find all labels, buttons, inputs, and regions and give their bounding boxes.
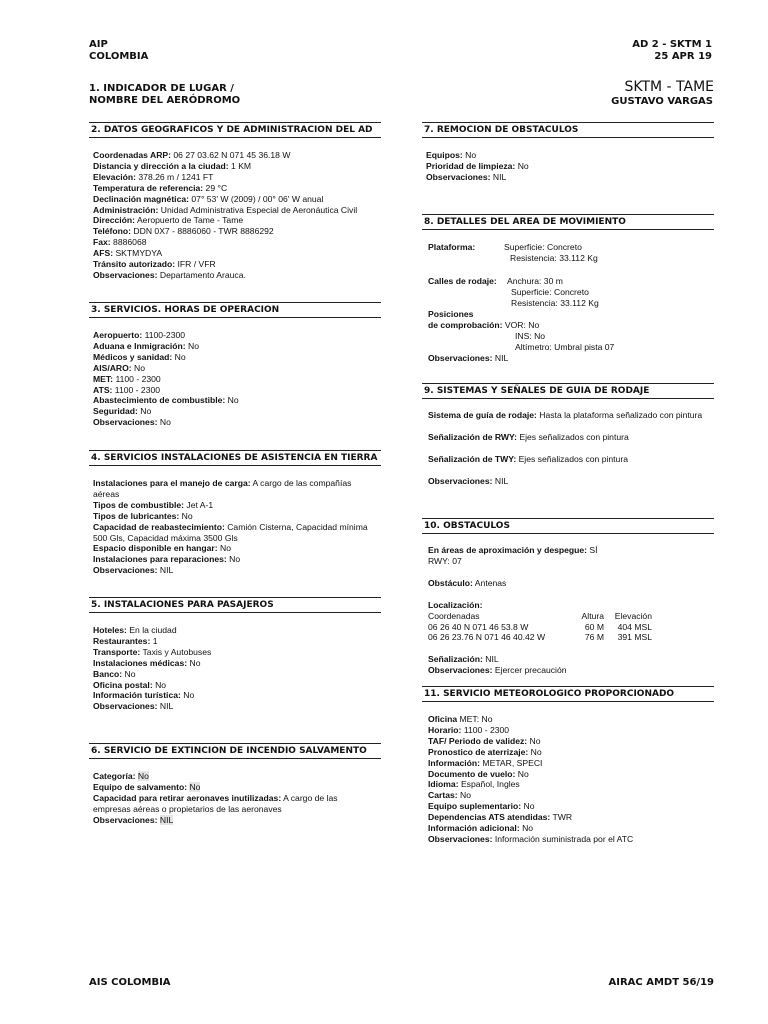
- line: [428, 758, 714, 769]
- table-header-row: [428, 611, 714, 622]
- label: Obstáculo:: [428, 577, 473, 588]
- value: 8886068: [110, 237, 147, 248]
- value: TWR: [550, 812, 573, 823]
- label: Observaciones:: [93, 701, 158, 712]
- value: No: [137, 406, 152, 417]
- label: Equipos:: [426, 150, 463, 160]
- obstacles-table: [428, 611, 714, 644]
- value: A cargo de las compañías aéreas: [93, 478, 352, 499]
- section-2: [89, 122, 381, 281]
- label: Observaciones:: [428, 833, 493, 844]
- label: Tipos de lubricantes:: [93, 510, 180, 521]
- value: No: [172, 351, 186, 362]
- label: Dependencias ATS atendidas:: [428, 812, 551, 823]
- label: Observaciones:: [93, 269, 158, 280]
- country-label: COLOMBIA: [89, 51, 149, 62]
- line: [428, 725, 714, 736]
- label: Aeropuerto:: [93, 330, 143, 340]
- line: [93, 248, 381, 259]
- altimetro-value: Altímetro: Umbral pista 07: [515, 342, 615, 352]
- aerodrome-name: GUSTAVO VARGAS: [611, 96, 713, 107]
- vor-value: VOR: No: [502, 320, 540, 330]
- value: 07° 53' W (2009) / 00° 06' W anual: [189, 193, 324, 204]
- label: Restaurantes:: [93, 635, 151, 646]
- value: No: [180, 690, 195, 701]
- label: AIS/ARO:: [93, 362, 132, 373]
- value: NIL: [157, 701, 174, 712]
- line: [93, 226, 381, 237]
- calles-surface: Superficie: Concreto: [511, 287, 589, 297]
- indicator-title-line1: 1. INDICADOR DE LUGAR /: [89, 83, 234, 94]
- line: [428, 410, 714, 421]
- label: Hoteles:: [93, 625, 127, 635]
- label: Declinación magnética:: [93, 193, 189, 204]
- section-11-title: 11. SERVICIO METEOROLOGICO PROPORCIONADO: [422, 686, 714, 702]
- section-7-title: 7. REMOCION DE OBSTACULOS: [422, 122, 714, 138]
- label: Equipo de salvamento:: [93, 781, 188, 792]
- value: No: [185, 340, 200, 351]
- section-11: [422, 686, 714, 845]
- line: [93, 782, 375, 793]
- aerodrome-code: SKTM - TAME: [624, 79, 714, 95]
- line: [428, 823, 714, 834]
- value: MET: No: [457, 714, 493, 724]
- line: [93, 259, 381, 270]
- value: Departamento Arauca.: [157, 269, 246, 280]
- label: Teléfono:: [93, 226, 132, 237]
- value: Ejercer precaución: [492, 665, 567, 676]
- page-date: 25 APR 19: [654, 51, 712, 62]
- value: No: [521, 801, 535, 812]
- line: [428, 801, 714, 812]
- label: Seguridad:: [93, 406, 138, 417]
- section-8-title: 8. DETALLES DEL AREA DE MOVIMIENTO: [422, 214, 714, 230]
- label: Pronostico de aterrizaje:: [428, 746, 529, 757]
- value: 1100-2300: [142, 330, 186, 340]
- label: Oficina: [428, 714, 458, 724]
- line: [428, 654, 714, 665]
- value: No: [515, 768, 529, 779]
- label: Categoría:: [93, 771, 136, 781]
- value: IFR / VFR: [175, 259, 216, 270]
- label: Señalización de RWY:: [428, 431, 517, 442]
- line: [93, 554, 375, 565]
- line: [428, 476, 714, 487]
- section-5-body: [89, 613, 381, 712]
- line: [428, 432, 714, 443]
- value: NIL: [482, 654, 499, 665]
- table-cell: 391 MSL: [617, 632, 652, 643]
- value: No: [152, 679, 167, 690]
- line: [93, 205, 381, 216]
- line: [428, 353, 508, 364]
- label: Observaciones:: [428, 665, 493, 676]
- line: [93, 522, 375, 544]
- line: [93, 352, 381, 363]
- header-right: [520, 39, 712, 63]
- section-8-body: [422, 230, 714, 370]
- value: No: [189, 781, 201, 792]
- value: Información suministrada por el ATC: [492, 833, 634, 844]
- label: Instalaciones para el manejo de carga:: [93, 478, 251, 488]
- table-cell: 60 M: [584, 621, 604, 632]
- line: [93, 161, 381, 172]
- line: [93, 395, 381, 406]
- value: No: [187, 657, 201, 668]
- section-10: [422, 518, 714, 676]
- line: [93, 658, 381, 669]
- spacer: [428, 465, 714, 476]
- line: [93, 511, 375, 522]
- line: [93, 172, 381, 183]
- section-10-title: 10. OBSTACULOS: [422, 518, 714, 534]
- value: Camión Cisterna, Capacidad mínima 500 Gls, Capacidad máxima 3500 Gls: [93, 521, 368, 543]
- section-5-title: 5. INSTALACIONES PARA PASAJEROS: [89, 597, 381, 613]
- line: [428, 736, 714, 747]
- line: [93, 194, 381, 205]
- value: No: [519, 823, 534, 834]
- section-9: [422, 383, 714, 487]
- posiciones-label-2: de comprobación:: [428, 320, 503, 330]
- col-header: Coordenadas: [428, 610, 480, 621]
- indicator-title: [89, 83, 240, 107]
- label: En áreas de aproximación y despegue:: [428, 545, 588, 555]
- label: Capacidad para retirar aeronaves inutilizadas:: [93, 792, 282, 803]
- section-9-title: 9. SISTEMAS Y SEÑALES DE GUIA DE RODAJE: [422, 383, 714, 399]
- section-8: [422, 214, 714, 370]
- section-2-body: [89, 138, 381, 281]
- label: Observaciones:: [428, 475, 493, 486]
- value: No: [462, 150, 477, 160]
- value: NIL: [159, 814, 174, 825]
- label: TAF/ Periodo de validez:: [428, 735, 528, 746]
- line: [428, 454, 714, 465]
- line: [428, 812, 714, 823]
- label: Sistema de guía de rodaje:: [428, 410, 537, 420]
- line: [93, 701, 381, 712]
- line: [93, 183, 381, 194]
- line: [93, 771, 375, 782]
- label: ATS:: [93, 384, 113, 395]
- value: NIL: [492, 353, 509, 363]
- line: [93, 330, 381, 341]
- line: [428, 834, 714, 845]
- label: Médicos y sanidad:: [93, 351, 173, 362]
- rwy-line: RWY: 07: [428, 555, 462, 566]
- label: Tipos de combustible:: [93, 499, 185, 510]
- value: No: [225, 395, 239, 406]
- table-row: [428, 622, 714, 633]
- line: [93, 341, 381, 352]
- line: [93, 793, 375, 815]
- label: Coordenadas ARP:: [93, 150, 171, 160]
- value: 06 27 03.62 N 071 45 36.18 W: [171, 150, 291, 160]
- label: Información:: [428, 757, 481, 768]
- table-cell: 404 MSL: [617, 621, 652, 632]
- line: [93, 647, 381, 658]
- line: [93, 815, 375, 826]
- label: Fax:: [93, 237, 111, 248]
- line: [93, 374, 381, 385]
- line: [426, 172, 714, 183]
- line: [93, 543, 375, 554]
- line: [426, 161, 714, 172]
- line: [93, 385, 381, 396]
- label: MET:: [93, 373, 114, 384]
- spacer: [428, 643, 714, 654]
- label: Información adicional:: [428, 823, 520, 834]
- col-header: Altura: [581, 610, 604, 621]
- value: DDN 0X7 - 8886060 - TWR 8886292: [131, 226, 274, 237]
- label: Transporte:: [93, 646, 141, 657]
- label: Elevación:: [93, 171, 136, 182]
- label: Observaciones:: [93, 417, 158, 428]
- table-cell: 06 26 23.76 N 071 46 40.42 W: [428, 632, 546, 643]
- section-5: [89, 597, 381, 712]
- col-header: Elevación: [614, 610, 652, 621]
- value: Ejes señalizados con pintura: [516, 453, 628, 464]
- line: [93, 625, 381, 636]
- label: Observaciones:: [428, 353, 493, 363]
- table-cell: 06 26 40 N 071 46 53.8 W: [428, 621, 529, 632]
- section-7: [422, 122, 714, 183]
- label: Documento de vuelo:: [428, 768, 516, 779]
- value: 1100 - 2300: [112, 384, 161, 395]
- line: [93, 406, 381, 417]
- value: 1: [150, 635, 158, 646]
- line: [428, 769, 714, 780]
- spacer: [428, 443, 714, 454]
- line: [93, 150, 381, 161]
- label: Dirección:: [93, 215, 136, 226]
- line: [428, 714, 714, 725]
- section-9-body: [422, 399, 714, 487]
- line: [93, 690, 381, 701]
- plataforma-resistance: Resistencia: 33.112 Kg: [510, 253, 598, 263]
- value: NIL: [492, 475, 509, 486]
- page-ref: AD 2 - SKTM 1: [632, 39, 712, 50]
- label: Señalización:: [428, 654, 483, 665]
- value: SKTMYDYA: [113, 248, 163, 259]
- label: Observaciones:: [93, 565, 158, 576]
- value: No: [217, 543, 232, 554]
- value: No: [527, 735, 541, 746]
- line: [93, 270, 381, 281]
- value: No: [131, 362, 146, 373]
- section-3: [89, 302, 381, 428]
- label: Equipo suplementario:: [428, 801, 522, 812]
- value: Aeropuerto de Tame - Tame: [135, 215, 244, 226]
- label: Cartas:: [428, 790, 458, 801]
- section-6-title: 6. SERVICIO DE EXTINCION DE INCENDIO SALVAMENTO: [89, 743, 381, 759]
- calles-width: Anchura: 30 m: [507, 276, 563, 286]
- value: No: [528, 746, 542, 757]
- value: NIL: [490, 171, 507, 182]
- line: [93, 565, 375, 576]
- line: [428, 747, 714, 758]
- label: Capacidad de reabastecimiento:: [93, 521, 225, 532]
- value: Unidad Administrativa Especial de Aeronáutica Civil: [158, 204, 358, 215]
- section-4-title: 4. SERVICIOS INSTALACIONES DE ASISTENCIA EN TIERRA: [89, 450, 381, 466]
- value: Español, Ingles: [458, 779, 520, 790]
- section-10-body: [422, 534, 714, 676]
- value: Taxis y Autobuses: [140, 646, 212, 657]
- label: Observaciones:: [426, 171, 491, 182]
- label: Instalaciones médicas:: [93, 657, 188, 668]
- line: [93, 478, 375, 500]
- line: [93, 363, 381, 374]
- posiciones-line: [428, 320, 539, 331]
- aip-label: AIP: [89, 39, 108, 50]
- spacer: [428, 421, 714, 432]
- value: METAR, SPECI: [480, 757, 543, 768]
- value: No: [179, 510, 193, 521]
- section-2-title: 2. DATOS GEOGRAFICOS Y DE ADMINISTRACION DEL AD: [89, 122, 381, 138]
- label: Información turística:: [93, 690, 181, 701]
- value: No: [137, 771, 149, 781]
- label: Temperatura de referencia:: [93, 182, 204, 193]
- label: Banco:: [93, 668, 123, 679]
- value: No: [226, 554, 241, 565]
- line: [93, 215, 381, 226]
- value: No: [157, 417, 171, 428]
- plataforma-surface: Superficie: Concreto: [504, 242, 582, 252]
- label: Aduana e Inmigración:: [93, 340, 186, 351]
- section-4: [89, 450, 381, 576]
- line: [93, 417, 381, 428]
- label: Horario:: [428, 724, 462, 735]
- label: Distancia y dirección a la ciudad:: [93, 160, 229, 171]
- label: Oficina postal:: [93, 679, 153, 690]
- plataforma-label: Plataforma:: [428, 242, 476, 252]
- line: [428, 545, 714, 556]
- header-left: [89, 39, 148, 63]
- value: Hasta la plataforma señalizado con pintura: [536, 410, 703, 420]
- section-7-body: [422, 138, 714, 183]
- section-11-body: [422, 702, 714, 845]
- line: [428, 790, 714, 801]
- value: Antenas: [472, 577, 507, 588]
- section-6-body: [89, 759, 375, 826]
- value: Ejes señalizados con pintura: [516, 431, 629, 442]
- section-3-title: 3. SERVICIOS. HORAS DE OPERACION: [89, 302, 381, 318]
- table-row: [428, 632, 714, 643]
- value: 1100 - 2300: [461, 724, 510, 735]
- line: [428, 779, 714, 790]
- localizacion-label: Localización:: [428, 599, 483, 610]
- value: 29 °C: [203, 182, 228, 193]
- line: [93, 237, 381, 248]
- label: Administración:: [93, 204, 159, 215]
- label: Abastecimiento de combustible:: [93, 395, 226, 406]
- value: A cargo de las empresas aéreas o propietarios de las aeronaves: [93, 792, 338, 814]
- line: [428, 578, 714, 589]
- ins-value: INS: No: [515, 331, 546, 341]
- section-4-body: [89, 466, 375, 576]
- label: Idioma:: [428, 779, 459, 790]
- footer-left: AIS COLOMBIA: [89, 977, 171, 988]
- value: No: [515, 160, 529, 171]
- value: 378.26 m / 1241 FT: [136, 171, 214, 182]
- spacer: [428, 567, 714, 578]
- value: NIL: [157, 565, 174, 576]
- footer-right: AIRAC AMDT 56/19: [608, 977, 714, 988]
- indicator-title-line2: NOMBRE DEL AERÓDROMO: [89, 95, 241, 106]
- line: [426, 150, 714, 161]
- section-6: [89, 743, 381, 826]
- line: [93, 680, 381, 691]
- label: Señalización de TWY:: [428, 453, 517, 464]
- label: Espacio disponible en hangar:: [93, 543, 218, 554]
- value: SÍ: [587, 545, 598, 555]
- label: Tránsito autorizado:: [93, 259, 176, 270]
- line: [93, 669, 381, 680]
- label: Prioridad de limpieza:: [426, 160, 516, 171]
- calles-resistance: Resistencia: 33.112 Kg: [511, 298, 599, 308]
- section-3-body: [89, 318, 381, 428]
- label: Instalaciones para reparaciones:: [93, 554, 227, 565]
- table-cell: 76 M: [584, 632, 604, 643]
- posiciones-label-1: Posiciones: [428, 309, 474, 319]
- value: En la ciudad: [126, 625, 177, 635]
- value: No: [457, 790, 471, 801]
- calles-label: Calles de rodaje:: [428, 276, 497, 286]
- value: Jet A-1: [184, 499, 214, 510]
- value: 1 KM: [228, 160, 252, 171]
- line: [93, 500, 375, 511]
- line: [93, 636, 381, 647]
- value: No: [122, 668, 136, 679]
- line: [428, 665, 714, 676]
- label: AFS:: [93, 248, 114, 259]
- spacer: [428, 589, 714, 600]
- value: 1100 - 2300: [113, 373, 161, 384]
- label: Observaciones:: [93, 814, 158, 825]
